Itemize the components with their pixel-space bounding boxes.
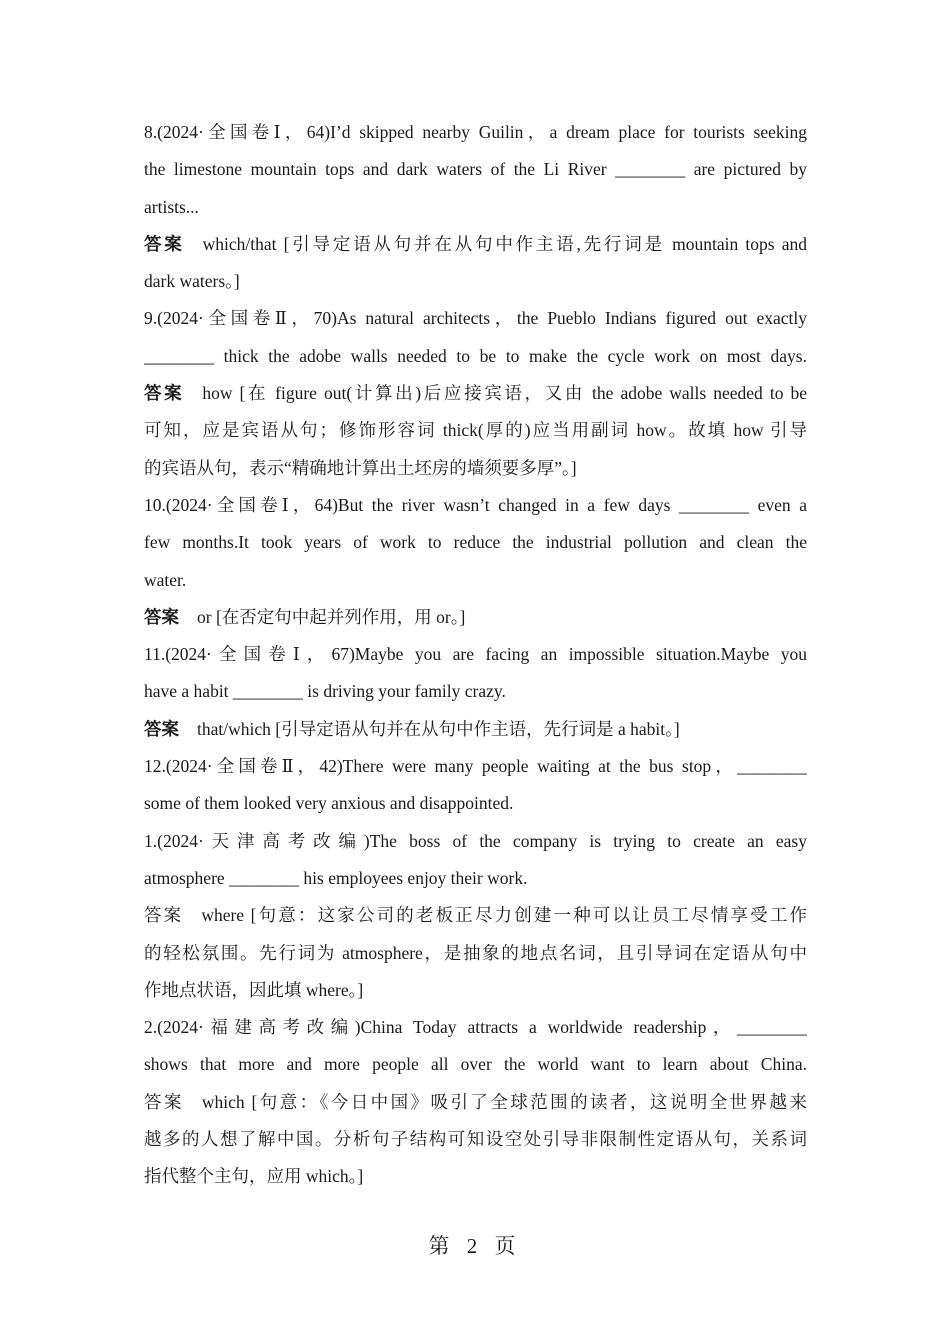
answer-line	[144, 897, 807, 934]
text-line	[144, 673, 807, 710]
text-line	[144, 300, 807, 337]
line-text: how [在 figure out(计算出)后应接宾语，又由 the adobe walls needed to be	[202, 383, 807, 404]
text-line	[144, 860, 807, 897]
line-text: 越多的人想了解中国。分析句子结构可知设空处引导非限制性定语从句，关系词	[144, 1129, 807, 1150]
answer-line	[144, 1084, 807, 1121]
line-text: 2.(2024·福建高考改编)China Today attracts a worldwide readership，________	[144, 1017, 807, 1038]
text-line	[144, 1121, 807, 1158]
text-line	[144, 748, 807, 785]
text-line	[144, 972, 807, 1009]
line-text: 9.(2024·全国卷Ⅱ，70)As natural architects，the Pueblo Indians figured out exactly	[144, 308, 807, 329]
line-text: which/that [引导定语从句并在从句中作主语,先行词是 mountain tops and	[202, 233, 807, 254]
text-line	[144, 562, 807, 599]
line-text: shows that more and more people all over the world want to learn about China.	[144, 1054, 807, 1075]
line-text: dark waters。]	[144, 271, 240, 292]
answer-line	[144, 375, 807, 412]
text-line	[144, 636, 807, 673]
line-text: 8.(2024·全国卷Ⅰ，64)I’d skipped nearby Guilin，a dream place for tourists seeking	[144, 122, 807, 142]
line-text: atmosphere ________ his employees enjoy their work.	[144, 867, 528, 888]
line-text: 作地点状语，因此填 where。]	[144, 979, 364, 1000]
line-text: ________ thick the adobe walls needed to be to make the cycle work on most days.	[144, 345, 807, 366]
line-text: 10.(2024·全国卷Ⅰ，64)But the river wasn’t changed in a few days ________ even a	[144, 494, 807, 515]
line-text: or [在否定句中起并列作用，用 or。]	[197, 606, 466, 627]
line-text: which [句意：《今日中国》吸引了全球范围的读者，这说明全世界越来	[201, 1091, 807, 1112]
line-text: 1.(2024·天津高考改编)The boss of the company is trying to create an easy	[144, 830, 807, 851]
text-line	[144, 1046, 807, 1083]
answer-line	[144, 711, 807, 748]
text-line	[144, 487, 807, 524]
text-line	[144, 412, 807, 449]
line-text: 12.(2024·全国卷Ⅱ，42)There were many people waiting at the bus stop，________	[144, 756, 807, 777]
line-text: have a habit ________ is driving your family crazy.	[144, 681, 506, 702]
text-line	[144, 785, 807, 822]
text-line	[144, 151, 807, 188]
text-line	[144, 338, 807, 375]
answer-line	[144, 599, 807, 636]
answer-label: 答案	[144, 1091, 184, 1112]
text-line	[144, 524, 807, 561]
line-text: that/which [引导定语从句并在从句中作主语，先行词是 a habit。]	[197, 718, 680, 739]
text-line	[144, 189, 807, 226]
line-text: artists...	[144, 196, 199, 217]
answer-label: 答案	[144, 233, 185, 254]
line-text: 的轻松氛围。先行词为 atmosphere，是抽象的地点名词，且引导词在定语从句中	[144, 942, 807, 963]
answer-label: 答案	[144, 383, 185, 404]
line-text: 可知，应是宾语从句；修饰形容词 thick(厚的)应当用副词 how。故填 how 引导	[144, 420, 807, 441]
answer-label: 答案	[144, 718, 179, 739]
text-line	[144, 1009, 807, 1046]
text-line	[144, 1158, 807, 1195]
page-number: 第 2 页	[428, 1234, 522, 1258]
line-text: where [句意：这家公司的老板正尽力创建一种可以让员工尽情享受工作	[201, 905, 807, 926]
line-text: 11.(2024·全国卷Ⅰ，67)Maybe you are facing an impossible situation.Maybe you	[144, 644, 807, 665]
answer-line	[144, 226, 807, 263]
line-text: 的宾语从句，表示“精确地计算出土坯房的墙须要多厚”。]	[144, 457, 577, 478]
line-text: few months.It took years of work to reduce the industrial pollution and clean the	[144, 532, 807, 553]
text-line	[144, 263, 807, 300]
answer-label: 答案	[144, 905, 184, 926]
document-body	[144, 114, 807, 1196]
text-line	[144, 450, 807, 487]
line-text: 指代整个主句，应用 which。]	[144, 1166, 364, 1187]
line-text: water.	[144, 569, 187, 590]
text-line	[144, 114, 807, 151]
answer-label: 答案	[144, 606, 179, 627]
line-text: some of them looked very anxious and disappointed.	[144, 793, 514, 814]
text-line	[144, 823, 807, 860]
text-line	[144, 935, 807, 972]
line-text: the limestone mountain tops and dark waters of the Li River ________ are pictured by	[144, 159, 807, 180]
